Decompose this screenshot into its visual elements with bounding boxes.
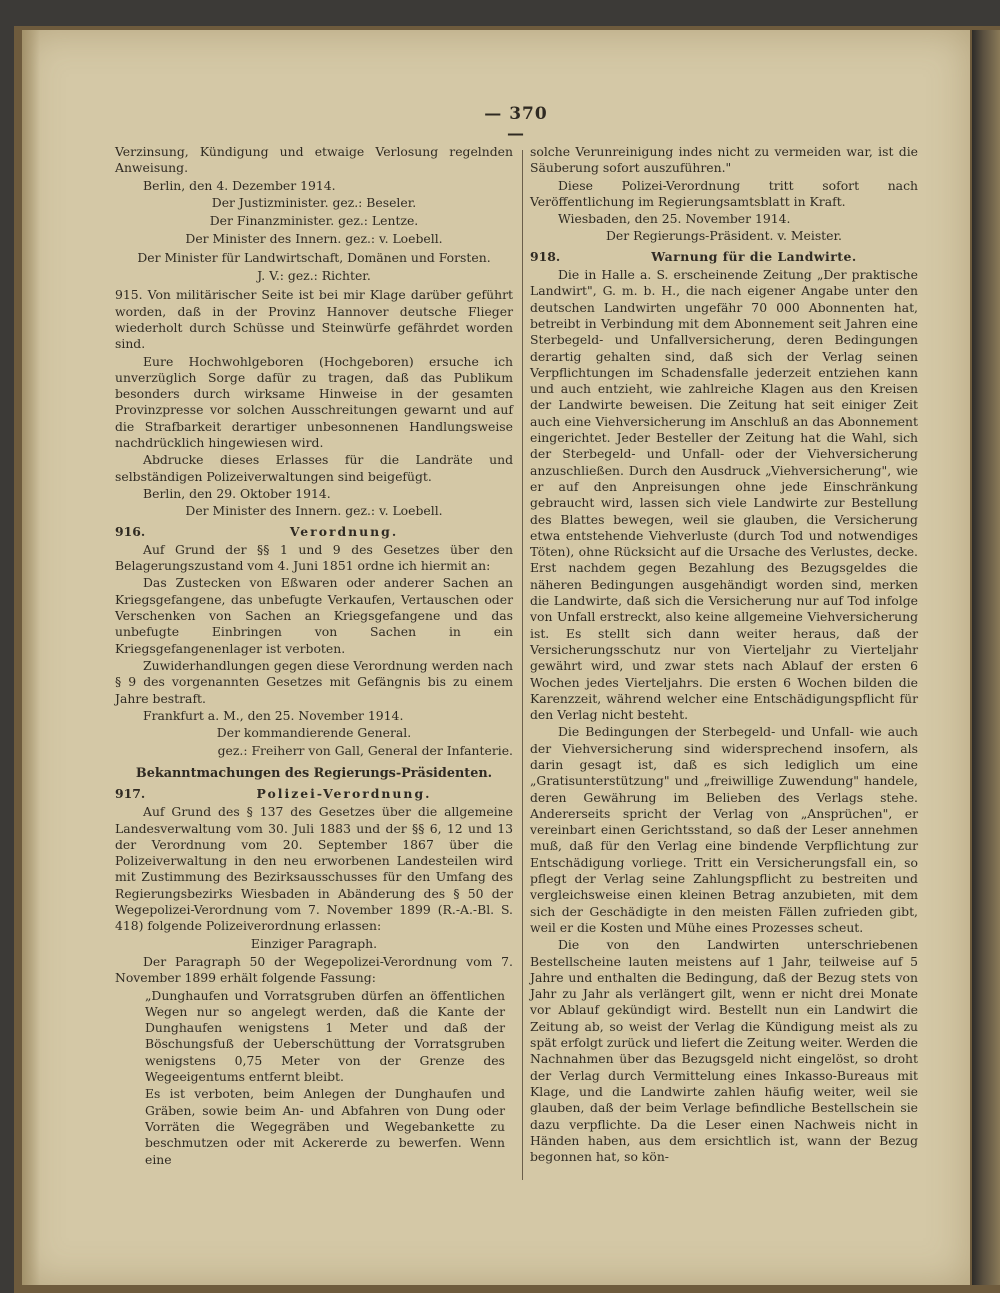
book-spine [972,30,1000,1285]
opening-signature-1: Der Justizminister. gez.: Beseler. [211,194,417,210]
continuation-place-date: Wiesbaden, den 25. November 1914. [558,211,791,227]
item-918-number: 918. [530,248,561,264]
item-916-title: Verordnung. [289,523,399,539]
item-915-place-date: Berlin, den 29. Oktober 1914. [143,485,331,501]
opening-signature-5: J. V.: gez.: Richter. [257,268,371,284]
item-917-quote [115,988,513,1168]
item-917-subheading: Einziger Paragraph. [250,935,378,951]
item-917-paragraph-2: Der Paragraph 50 der Wegepolizei-Verordnung vom 7. November 1899 erhält folgende Fassung: [115,953,513,986]
page-left-edge [22,30,40,1285]
item-918-paragraph-1: Die in Halle a. S. erscheinende Zeitung „Der praktische Landwirt", G. m. b. H., die nach eigener Angabe unter den deutschen Landwirten ungefähr 70 000 Abonnenten hat, betreibt in Verbindung mit dem Abonnement seit Jahren eine Sterbegeld- und Unfallversicherung, deren Bedingungen derartig gehalten sind, daß sich der Verlag seinen Verpflichtungen im Schadensfalle jederzeit entziehen kann und auch entzieht, wie zahlreiche Klagen aus den Kreisen der Landwirte beweisen. Die Zeitung hat seit einiger Zeit auch eine Viehversicherung im Anschluß an das Abonnement eingerichtet. Jeder Besteller der Zeitung hat die Wahl, sich der Sterbegeld- und Unfall- oder der Viehversicherung anzuschließen. Durch den Ausdruck „Viehversicherung", wie er auf den Anpreisungen ohne jede Einschränkung gebraucht wird, lassen sich viele Landwirte zur Bestellung des Blattes bewegen, weil sie glauben, die Versicherung etwa entstehende Viehverluste (durch Tod und notwendiges Töten), ohne Rücksicht auf die Ursache des Verlustes, decke. Erst nachdem gegen Bezahlung des Bezugsgeldes die näheren Bedingungen ausgehändigt worden sind, merken die Landwirte, daß sich die Versicherung nur auf Tod infolge von Unfall erstreckt, also keine allgemeine Viehversicherung ist. Es stellt sich dann weiter heraus, daß der Versicherungsschutz nur von Vierteljahr zu Vierteljahr gewährt wird, und zwar stets nach Ablauf der ersten 6 Wochen jedes Vierteljahrs. Die ersten 6 Wochen bilden die Karenzzeit, während welcher eine Entschädigungspflicht für den Verlag nicht besteht. [530,267,918,723]
right-column [530,144,918,1166]
opening-text: Verzinsung, Kündigung und etwaige Verlosung regelnden Anweisung. [115,144,513,176]
column-divider [522,150,523,1180]
item-916-signature-1: Der kommandierende General. [216,725,412,741]
item-916-signature-2: gez.: Freiherr von Gall, General der Infanterie. [217,743,513,759]
left-column [115,144,513,1169]
item-916-paragraph-1: Auf Grund der §§ 1 und 9 des Gesetzes über den Belagerungszustand vom 4. Juni 1851 ordne ich hiermit an: [115,541,513,574]
item-917-title: Polizei-Verordnung. [256,785,432,801]
item-915-text: 915. Von militärischer Seite ist bei mir Klage darüber geführt worden, daß in der Provinz Hannover deutsche Flieger wiederholt durch Schüsse und Steinwürfe gefährdet worden sind. [115,287,513,352]
item-918-paragraph-3: Die von den Landwirten unterschriebenen Bestellscheine lauten meistens auf 1 Jahr, teilweise auf 5 Jahre und enthalten die Bedingung, daß der Bezug stets von Jahr zu Jahr als verlängert gilt, wenn er nicht drei Monate vor Ablauf gekündigt wird. Bestellt nun ein Landwirt die Zeitung ab, so weist der Verlag die Kündigung meist als zu spät erfolgt zurück und liefert die Zeitung weiter. Werden die Nachnahmen über das Bezugsgeld nicht eingelöst, so droht der Verlag durch Vermittelung eines Inkasso-Bureaus mit Klage, und die Landwirte zahlen häufig weiter, weil sie glauben, daß der beim Verlage befindliche Bestellschein sie dazu verpflichte. Da die Leser einen Nachweis nicht in Händen haben, aus dem ersichtlich ist, wann der Bezug begonnen hat, so kön- [530,937,918,1165]
item-915-paragraph-2: Eure Hochwohlgeboren (Hochgeboren) ersuche ich unverzüglich Sorge dafür zu tragen, daß das Publikum besonders durch wirksame Hinweise in der gesamten Provinzpresse vor solchen Ausschreitungen gewarnt und auf die Strafbarkeit derartiger unbesonnenen Handlungsweise nachdrücklich hingewiesen wird. [115,353,513,451]
continuation-signature: Der Regierungs-Präsident. v. Meister. [605,228,842,244]
item-916-number: 916. [115,523,146,539]
item-918-heading [530,249,918,265]
item-918-title: Warnung für die Landwirte. [651,248,857,264]
item-915-signature: Der Minister des Innern. gez.: v. Loebell. [185,503,443,519]
item-916-heading [115,524,513,540]
item-918-paragraph-2: Die Bedingungen der Sterbegeld- und Unfall- wie auch der Viehversicherung sind widersprechend insofern, als darin gesagt ist, daß es sich lediglich um eine „Gratisunterstützung" und „freiwillige Zuwendung" handele, deren Gewährung im Belieben des Verlags stehe. Andererseits spricht der Verlag von „Ansprüchen", er vereinbart einen Gerichtsstand, so daß der Leser annehmen muß, daß für den Verlag eine bindende Verpflichtung zur Entschädigung vorliege. Tritt ein Versicherungsfall ein, so pflegt der Verlag seine Zahlungspflicht zu bestreiten und vergleichsweise einen kleinen Betrag anzubieten, mit dem sich der Geschädigte in den meisten Fällen zufrieden gibt, weil er die Kosten und Mühe eines Prozesses scheut. [530,724,918,935]
item-917-heading [115,786,513,802]
continuation-paragraph-2: Diese Polizei-Verordnung tritt sofort nach Veröffentlichung im Regierungsamtsblatt in Kraft. [530,177,918,209]
item-917-number: 917. [115,785,146,801]
opening-signature-4: Der Minister für Landwirtschaft, Domänen und Forsten. [137,249,491,265]
item-917-paragraph-1: Auf Grund des § 137 des Gesetzes über die allgemeine Landesverwaltung vom 30. Juli 1883 und der §§ 6, 12 und 13 der Verordnung vom 20. September 1867 über die Polizeiverwaltung in den neu erworbenen Landesteilen wird mit Zustimmung des Bezirksausschusses für den Umfang des Regierungsbezirks Wiesbaden in Abänderung des § 50 der Wegepolizei-Verordnung vom 7. November 1899 (R.-A.-Bl. S. 418) folgende Polizeiverordnung erlassen: [115,804,513,934]
item-917-quote-1: „Dunghaufen und Vorratsgruben dürfen an öffentlichen Wegen nur so angelegt werden, daß die Kante der Dunghaufen wenigstens 1 Meter und daß der Böschungsfuß der Ueberschüttung der Vorratsgruben wenigstens 0,75 Meter von der Grenze des Wegeeigentums entfernt bleibt. [145,987,505,1085]
opening-signature-3: Der Minister des Innern. gez.: v. Loebell. [185,231,443,247]
item-916-paragraph-3: Zuwiderhandlungen gegen diese Verordnung werden nach § 9 des vorgenannten Gesetzes mit Gefängnis bis zu einem Jahre bestraft. [115,657,513,706]
item-916-place-date: Frankfurt a. M., den 25. November 1914. [143,707,404,723]
page-number: — 370 — [484,104,548,144]
opening-place-date: Berlin, den 4. Dezember 1914. [143,177,336,193]
item-916-paragraph-2: Das Zustecken von Eßwaren oder anderer Sachen an Kriegsgefangene, das unbefugte Verkaufen, Vertauschen oder Verschenken von Sachen an Kriegsgefangene und das unbefugte Einbringen von Sachen in ein Kriegsgefangenenlager ist verboten. [115,575,513,656]
item-915-paragraph-3: Abdrucke dieses Erlasses für die Landräte und selbständigen Polizeiverwaltungen sind beigefügt. [115,452,513,484]
opening-signature-2: Der Finanzminister. gez.: Lentze. [209,213,419,229]
continuation-text: solche Verunreinigung indes nicht zu vermeiden war, ist die Säuberung sofort auszuführen." [530,144,918,176]
section-heading: Bekanntmachungen des Regierungs-Präsidenten. [135,765,493,781]
item-917-quote-2: Es ist verboten, beim Anlegen der Dunghaufen und Gräben, sowie beim An- und Abfahren von Dung oder Vorräten die Wegegräben und Wegebankette zu beschmutzen oder mit Ackererde zu bewerfen. Wenn eine [145,1086,505,1167]
